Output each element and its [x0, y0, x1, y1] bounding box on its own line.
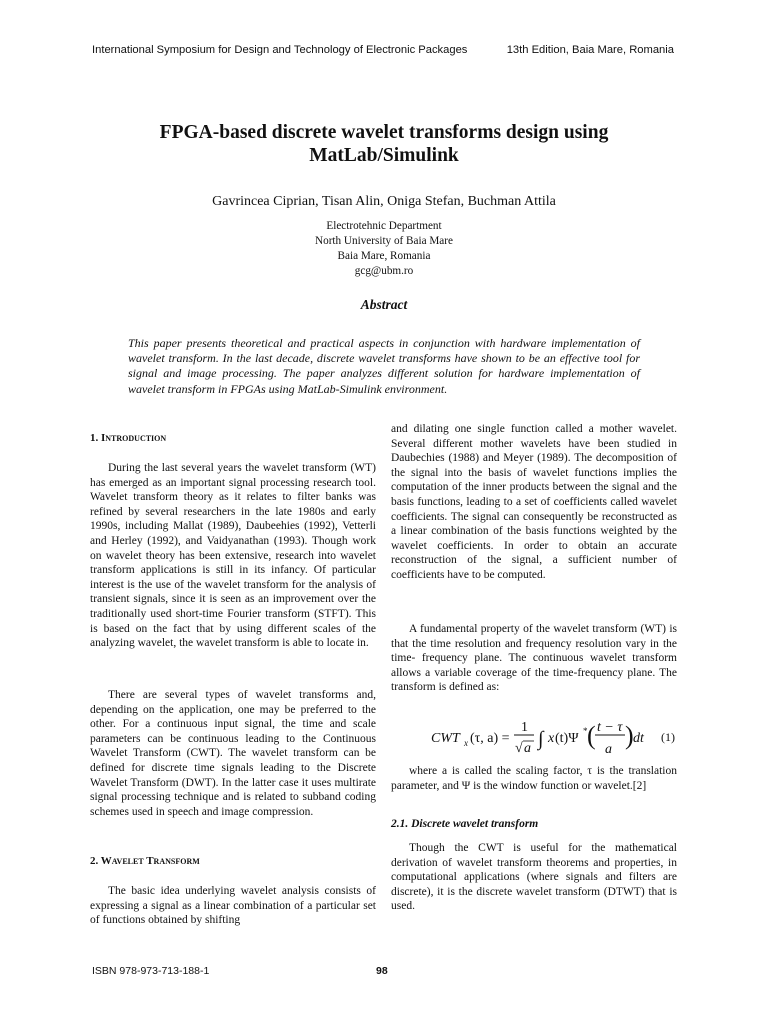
svg-text:1: 1	[521, 720, 528, 735]
svg-text:*: *	[583, 726, 588, 736]
wt-paragraph-1	[90, 884, 376, 928]
title-line-2: MatLab/Simulink	[309, 145, 459, 166]
right-paragraph-4	[391, 841, 677, 914]
svg-text:dt: dt	[633, 731, 644, 746]
svg-text:√: √	[515, 741, 523, 756]
svg-text:x: x	[464, 738, 468, 748]
svg-text:t − τ: t − τ	[597, 720, 623, 735]
svg-text:CWT: CWT	[431, 731, 460, 746]
svg-text:): )	[625, 721, 634, 750]
equation-number: (1)	[661, 730, 675, 744]
affiliation-email: gcg@ubm.ro	[354, 265, 414, 277]
svg-text:a: a	[524, 741, 531, 756]
svg-text:∫: ∫	[538, 728, 544, 750]
intro-paragraph-2	[90, 688, 376, 819]
equation-graphic	[391, 716, 644, 764]
paragraph: where a is called the scaling factor, τ is the translation parameter, and Ψ is the window function or wavelet.[2]	[391, 765, 677, 792]
paragraph: and dilating one single function called a mother wavelet. Several different mother wavelets have been studied in Daubechies (1988) and Meyer (1989). The decomposition of the signal into the basis of wavelet functions implies the computation of the inner products between the signal and the basis functions, leading to a set of coefficients called wavelet coefficients. The signal can consequently be reconstructed as a linear combination of the basis functions weighted by the wavelet coefficients. In order to obtain an accurate reconstruction of the signal, a sufficient number of coefficients have to be computed.	[391, 423, 677, 581]
paragraph: Though the CWT is useful for the mathematical derivation of wavelet transform theorems and properties, in computational applications (where signals and filters are discrete), it is the discrete wavelet transform (DTWT) that is used.	[391, 842, 677, 913]
right-paragraph-2	[391, 622, 677, 695]
authors: Gavrincea Ciprian, Tisan Alin, Oniga Stefan, Buchman Attila	[212, 194, 556, 209]
page-number: 98	[376, 965, 388, 977]
paragraph: During the last several years the wavelet transform (WT) has emerged as an important signal processing research tool. Wavelet transform theory as it relates to filter banks was refined by several researchers in the late 1980s and early 1990s, including Mallat (1989), Daubeehies (1992), Vetterli and Herley (1992), and Vaidyanathan (1993). Though work on wavelet theory has been extensive, research into wavelet transform applications is still in its infancy. Of particular interest is the use of the wavelet transform for the analysis of transient signals, since it is seen as an improvement over the traditionally used short-time Fourier transform (STFT). This is based on the fact that by using different scales of the analyzing wavelet, the wavelet transform is able to locate in.	[90, 462, 376, 650]
subsection-heading-dwt: 2.1. Discrete wavelet transform	[391, 818, 539, 830]
svg-text:(t)Ψ: (t)Ψ	[555, 731, 579, 746]
running-header-left: International Symposium for Design and Technology of Electronic Packages	[92, 44, 468, 56]
paper-title	[100, 121, 668, 167]
right-paragraph-1	[391, 422, 677, 583]
svg-text:(τ, a) =: (τ, a) =	[470, 731, 510, 746]
affiliation-university: North University of Baia Mare	[315, 235, 453, 247]
running-header-right: 13th Edition, Baia Mare, Romania	[506, 44, 674, 56]
affiliation	[200, 219, 568, 279]
svg-text:a: a	[605, 742, 612, 757]
paragraph: The basic idea underlying wavelet analysis consists of expressing a signal as a linear combination of a particular set of functions obtained by shifting	[90, 885, 376, 927]
svg-text:x: x	[548, 731, 555, 746]
abstract-heading: Abstract	[360, 297, 408, 312]
title-line-1: FPGA-based discrete wavelet transforms design using	[159, 122, 609, 143]
equation-cwt	[391, 716, 677, 764]
affiliation-city: Baia Mare, Romania	[337, 250, 431, 262]
right-paragraph-3	[391, 764, 677, 793]
intro-paragraph-1	[90, 461, 376, 651]
section-heading-wavelet-transform: 2. Wavelet Transform	[90, 855, 200, 867]
paragraph: A fundamental property of the wavelet transform (WT) is that the time resolution and frequency resolution vary in the time- frequency plane. The continuous wavelet transform allows a variable coverage of the time-frequency plane. The transform is defined as:	[391, 623, 677, 694]
abstract-text: This paper presents theoretical and practical aspects in conjunction with hardware implementation of wavelet transform. In the last decade, discrete wavelet transforms have shown to be an effective tool for signal and image processing. The paper analyzes different solution for hardware implementation of wavelet transform in FPGAs using MatLab-Simulink environment.	[128, 336, 640, 396]
paragraph: There are several types of wavelet transforms and, depending on the application, one may be preferred to the other. For a continuous input signal, the time and scale parameters can be continuous leading to the Continuous Wavelet Transform (CWT). The wavelet transform can be defined for discrete time signals leading to the Discrete Wavelet Transform (DWT). In the latter case it uses multirate signal processing technique and is related to subband coding schemes used in speech and image compression.	[90, 689, 376, 818]
svg-text:(: (	[587, 721, 596, 750]
footer-isbn: ISBN 978-973-713-188-1	[92, 965, 210, 977]
section-heading-introduction: 1. Introduction	[90, 432, 167, 444]
affiliation-department: Electrotehnic Department	[326, 220, 442, 232]
